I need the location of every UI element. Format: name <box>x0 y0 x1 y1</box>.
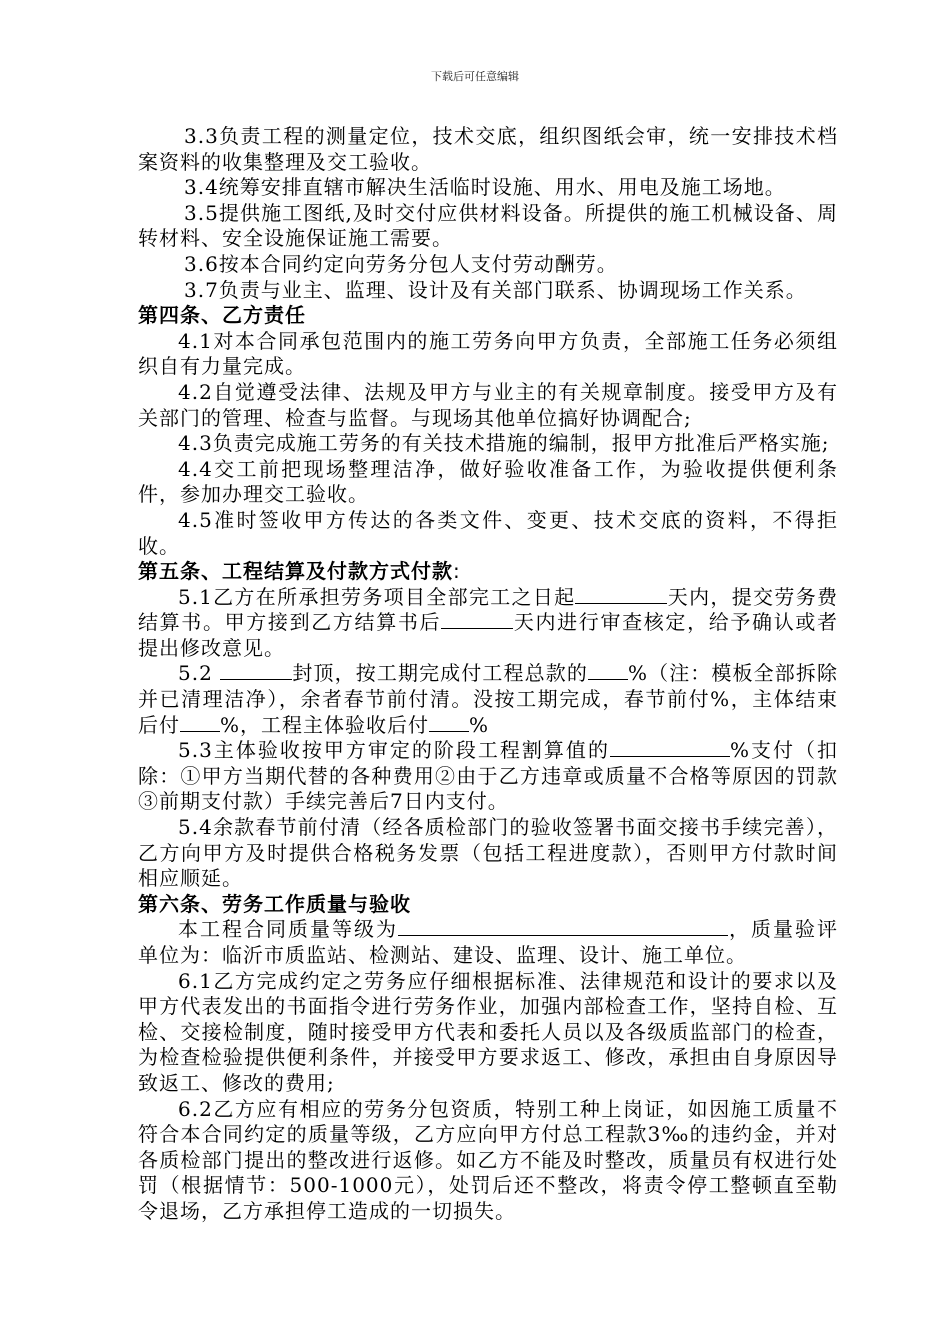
clause-4-4: 4.4交工前把现场整理洁净，做好验收准备工作，为验收提供便利条件，参加办理交工验收。 <box>138 456 838 507</box>
blank-field-stage-percent <box>610 738 730 757</box>
clause-5-1-part-a: 5.1乙方在所承担劳务项目全部完工之日起 <box>178 584 576 609</box>
clause-5-2-part-c: %（注：模板全部拆除并已清理洁净），余者春节前付清。没按工期完成，春节前付%，主体结束后付 <box>138 661 838 737</box>
clause-5-2-part-b: 封顶，按工期完成付工程总款的 <box>292 661 588 686</box>
section-4-title: 第四条、乙方责任 <box>138 303 306 328</box>
clause-5-2 <box>138 661 838 738</box>
section-6-title: 第六条、劳务工作质量与验收 <box>138 891 411 916</box>
clause-5-3 <box>138 738 838 815</box>
clause-3-5: 3.5提供施工图纸,及时交付应供材料设备。所提供的施工机械设备、周转材料、安全设施保证施工需要。 <box>138 200 838 251</box>
clause-6-intro <box>138 917 838 968</box>
clause-6-intro-part-a: 本工程合同质量等级为 <box>178 917 398 942</box>
clause-5-1 <box>138 585 838 662</box>
page-header: 下载后可任意编辑 <box>431 70 519 83</box>
blank-field-percent-1 <box>588 661 628 680</box>
blank-field-days-submit <box>575 585 667 604</box>
clause-5-2-part-d: %，工程主体验收后付 <box>220 712 430 737</box>
clause-4-3: 4.3负责完成施工劳务的有关技术措施的编制，报甲方批准后严格实施; <box>178 431 830 456</box>
blank-field-percent-3 <box>429 713 469 732</box>
clause-6-1: 6.1乙方完成约定之劳务应仔细根据标准、法律规范和设计的要求以及甲方代表发出的书面指令进行劳务作业，加强内部检查工作，坚持自检、互检、交接检制度，随时接受甲方代表和委托人员以及各级质监部门的检查，为检查检验提供便利条件，并接受甲方要求返工、修改，承担由自身原因导致返工、修改的费用; <box>138 968 838 1095</box>
clause-3-7: 3.7负责与业主、监理、设计及有关部门联系、协调现场工作关系。 <box>184 277 807 302</box>
clause-4-2: 4.2自觉遵受法律、法规及甲方与业主的有关规章制度。接受甲方及有关部门的管理、检查与监督。与现场其他单位搞好协调配合; <box>138 379 838 430</box>
clause-5-3-part-a: 5.3主体验收按甲方审定的阶段工程割算值的 <box>178 738 610 763</box>
clause-4-1: 4.1对本合同承包范围内的施工劳务向甲方负责，全部施工任务必须组织自有力量完成。 <box>138 328 838 379</box>
section-5-title-colon: : <box>453 559 461 584</box>
blank-field-days-review <box>441 610 513 629</box>
clause-5-3-part-b: %支付（扣除：①甲方当期代替的各种费用②由于乙方违章或质量不合格等原因的罚款③前期支付款）手续完善后7日内支付。 <box>138 738 838 814</box>
clause-3-6: 3.6按本合同约定向劳务分包人支付劳动酬劳。 <box>184 251 618 276</box>
clause-3-4: 3.4统筹安排直辖市解决生活临时设施、用水、用电及施工场地。 <box>184 175 786 200</box>
clause-5-1-part-b: 天内，提交劳务费结算书。甲方接到乙方结算书后 <box>138 584 839 635</box>
contract-body <box>138 124 838 1225</box>
clause-5-1-part-c: 天内进行审查核定，给予确认或者提出修改意见。 <box>138 610 839 660</box>
section-5-title-text: 第五条、工程结算及付款方式付款 <box>138 559 453 584</box>
section-5-title <box>138 559 838 585</box>
blank-field-topping-date <box>220 661 292 680</box>
clause-4-5: 4.5准时签收甲方传达的各类文件、变更、技术交底的资料，不得拒收。 <box>138 507 838 558</box>
clause-5-4: 5.4余款春节前付清（经各质检部门的验收签署书面交接书手续完善），乙方向甲方及时提供合格税务发票（包括工程进度款），否则甲方付款时间相应顺延。 <box>138 815 838 891</box>
clause-5-2-part-a: 5.2 <box>178 661 221 686</box>
blank-field-percent-2 <box>180 713 220 732</box>
blank-field-quality-grade <box>398 917 728 936</box>
clause-3-3: 3.3负责工程的测量定位，技术交底，组织图纸会审，统一安排技术档案资料的收集整理及交工验收。 <box>138 124 838 174</box>
clause-5-2-part-e: % <box>469 712 490 737</box>
clause-6-intro-part-b: ，质量验评单位为：临沂市质监站、检测站、建设、监理、设计、施工单位。 <box>138 917 838 967</box>
clause-6-2: 6.2乙方应有相应的劳务分包资质，特别工种上岗证，如因施工质量不符合本合同约定的质量等级，乙方应向甲方付总工程款3‰的违约金，并对各质检部门提出的整改进行返修。如乙方不能及时整改，质量员有权进行处罚（根据情节：500-1000元），处罚后还不整改，将责令停工整顿直至勒令退场，乙方承担停工造成的一切损失。 <box>138 1096 838 1223</box>
